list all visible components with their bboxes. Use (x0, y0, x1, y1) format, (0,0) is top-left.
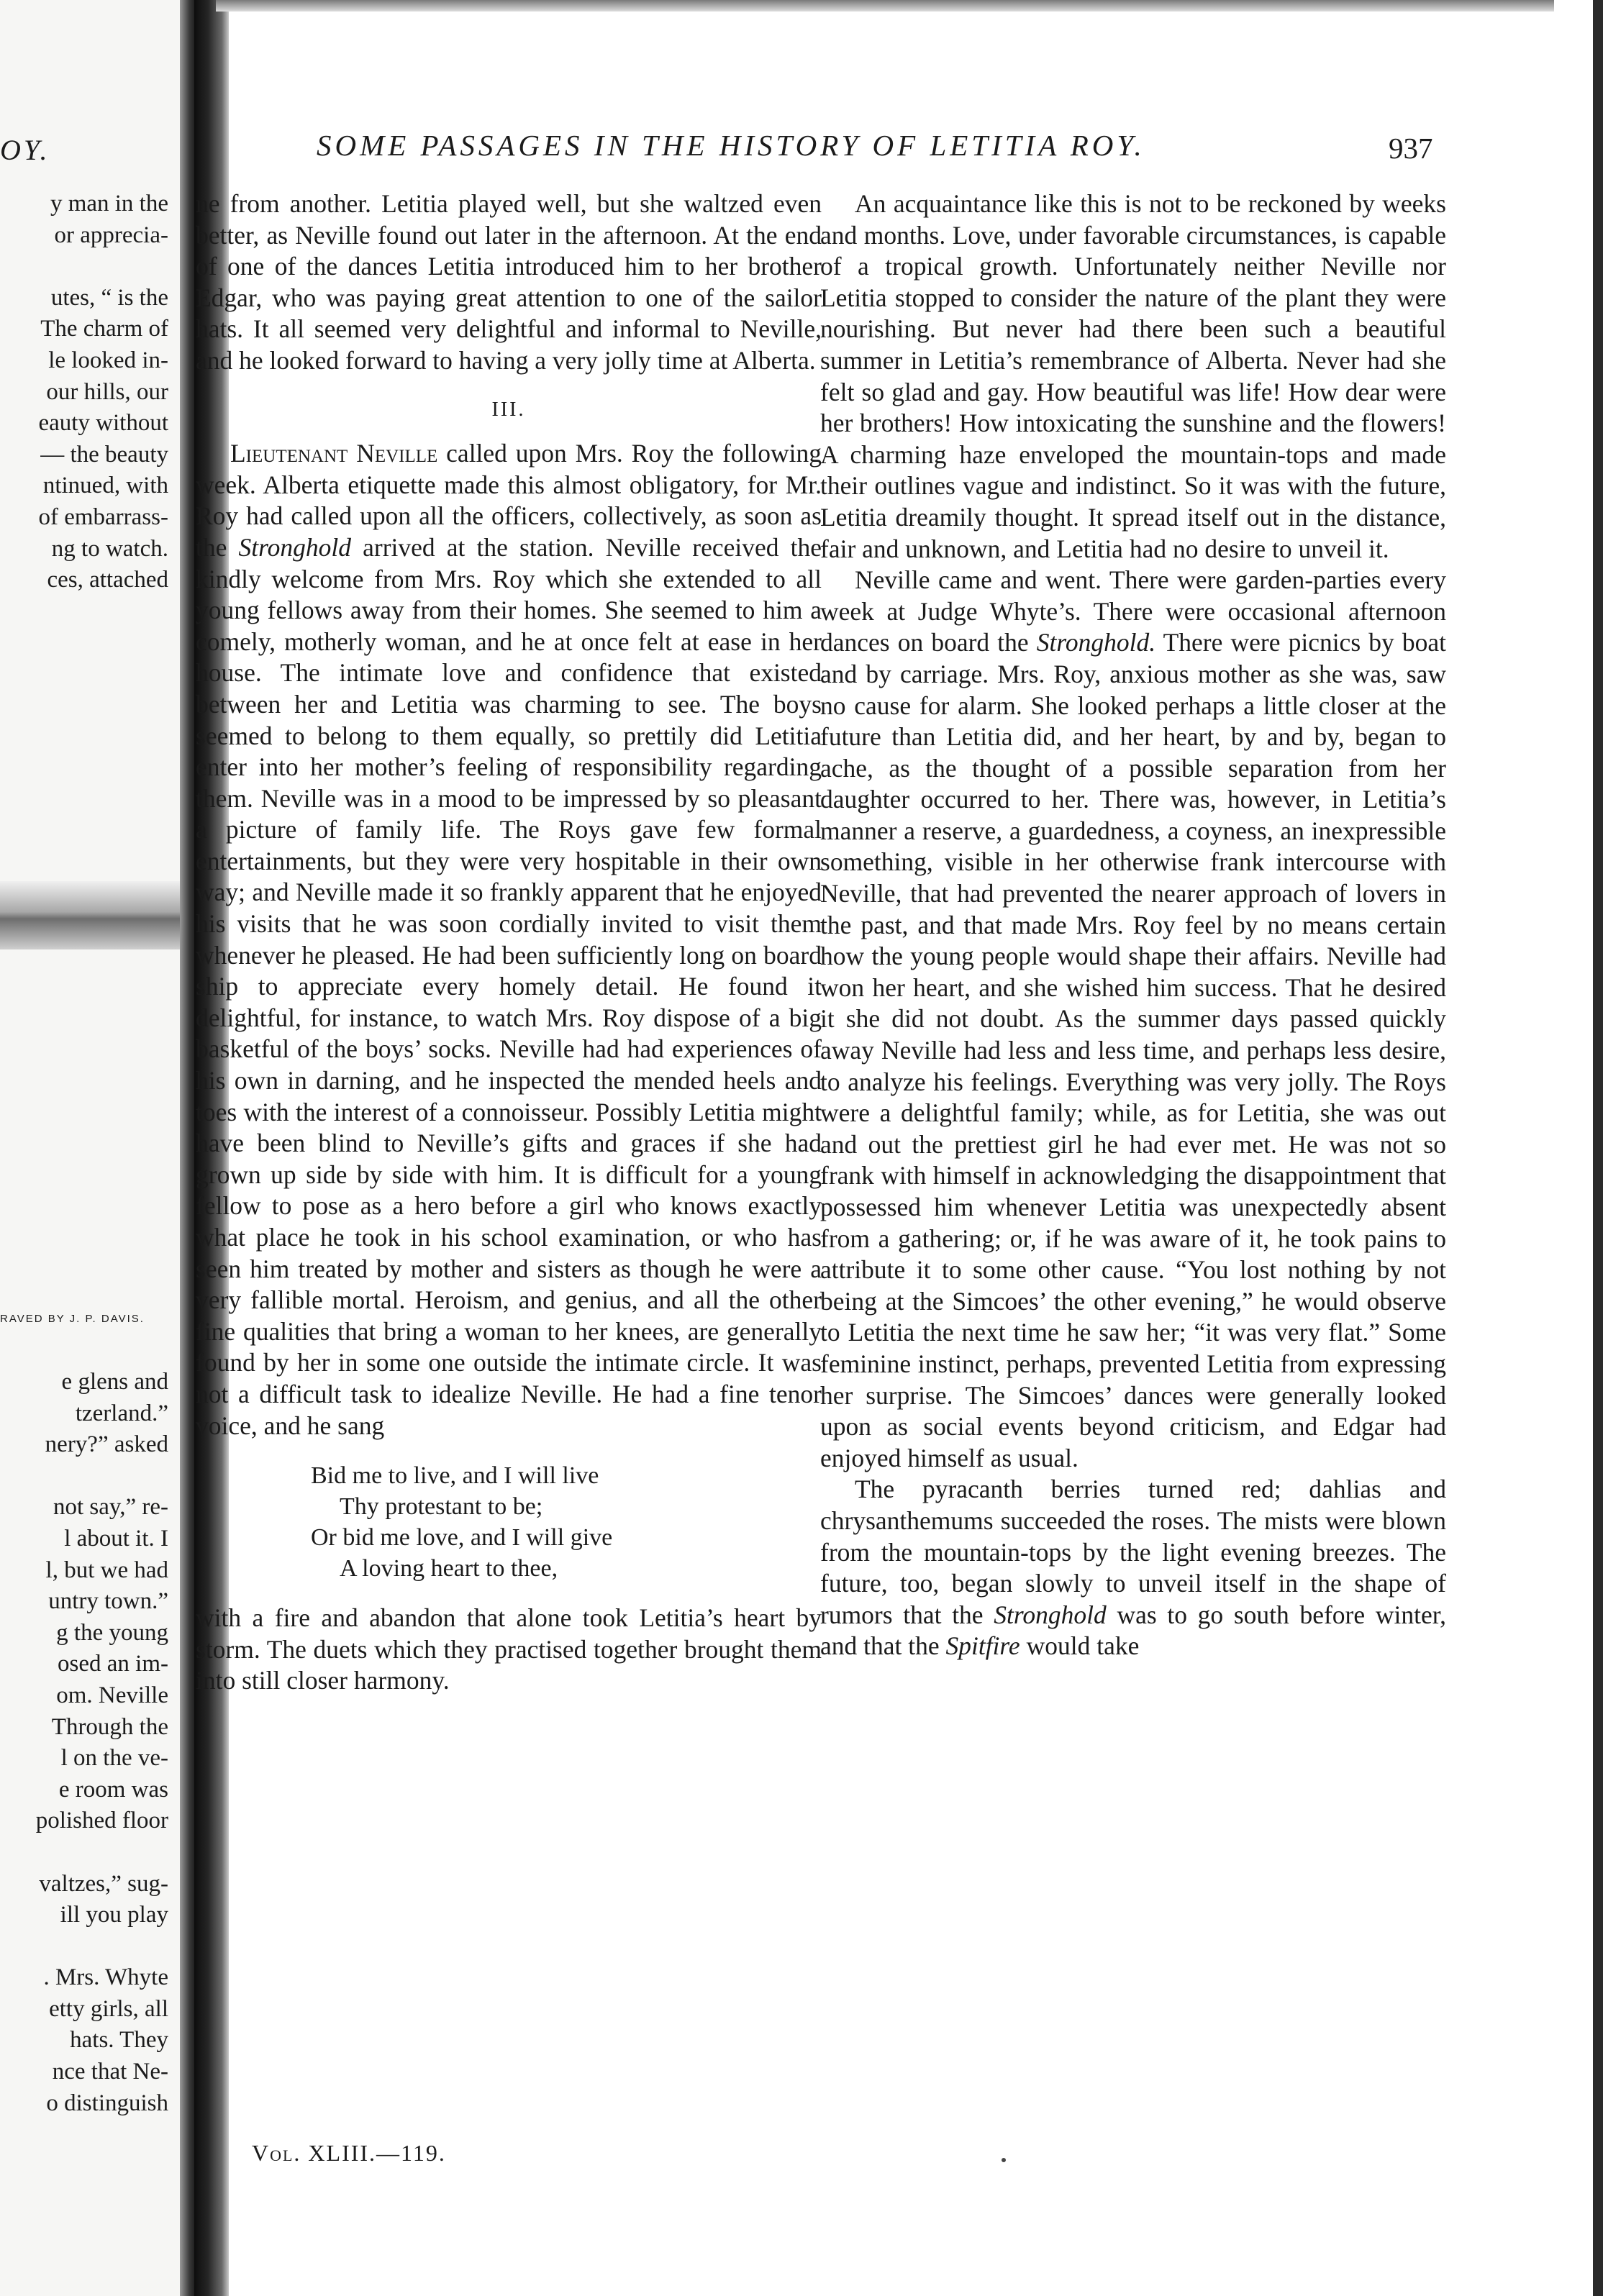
facing-page-fragment (0, 0, 189, 2296)
facing-page-line: hats. They (70, 2027, 168, 2054)
facing-page-line: polished floor (35, 1808, 168, 1834)
facing-page-line: ill you play (60, 1902, 168, 1928)
facing-page-text-lower (0, 1367, 168, 2119)
text-column-left (196, 188, 822, 1697)
facing-page-line: l on the ve- (60, 1745, 168, 1772)
ship-name: Stronghold (994, 1600, 1107, 1629)
facing-page-line: The charm of (40, 316, 168, 342)
facing-page-line: or appreciа- (54, 222, 168, 248)
page-number: 937 (1389, 132, 1433, 165)
facing-page-line: Through the (51, 1713, 168, 1740)
facing-page-line: l about it. I (64, 1525, 168, 1552)
verse-line: Bid me to live, and I will live (311, 1462, 599, 1490)
facing-page-line: valtzes,” sug- (39, 1870, 168, 1897)
running-head: SOME PASSAGES IN THE HISTORY OF LETITIA ROY. (317, 129, 1145, 162)
facing-page-line (0, 1931, 168, 1963)
facing-page-line: etty girls, all (49, 1995, 168, 2022)
facing-page-text-upper (0, 188, 168, 596)
facing-page-line (0, 1837, 168, 1869)
engraver-credit: RAVED BY J. P. DAVIS. (0, 1313, 145, 1325)
facing-page-line: nce that Ne- (52, 2059, 168, 2085)
facing-page-line: g the young (56, 1619, 168, 1646)
facing-page-line: tzerland.” (75, 1400, 168, 1426)
facing-page-line: eauty without (38, 410, 168, 437)
text-column-right (820, 188, 1446, 1662)
verse-line: Or bid me love, and I will give (311, 1524, 613, 1552)
ship-name: Spitfire (945, 1631, 1020, 1661)
facing-page-line: e room was (58, 1776, 168, 1803)
facing-page-line: untry town.” (48, 1588, 168, 1615)
verse-line: Thy protestant to be; (340, 1493, 543, 1521)
page-top-edge (216, 0, 1554, 12)
facing-page-line: y man in the (50, 191, 168, 217)
paragraph: The pyracanth berries turned red; dahlias and chrysanthemums succeeded the roses. The mists were blown from the mountain-tops by the light evening breezes. The future, too, began slowly to unveil itself in the shape of rumors that the Stronghold was to go south before winter, and that the Spitfire would take (820, 1475, 1446, 1661)
facing-page-line: ntinued, with (42, 473, 168, 499)
facing-page-line: of embarrass- (38, 504, 168, 530)
facing-page-running-head: OY. (0, 134, 50, 166)
paragraph: with a fire and abandon that alone took Letitia’s heart by storm. The duets which they practised together brought them into still closer harmony. (196, 1603, 822, 1695)
facing-page-line: e glens and (61, 1369, 168, 1395)
facing-page-line: our hills, our (46, 378, 168, 405)
facing-page-line: — the beauty (40, 441, 168, 468)
print-speck (1002, 2158, 1006, 2162)
facing-page-line: osed an im- (58, 1651, 168, 1677)
facing-page-illustration-edge (0, 881, 181, 949)
facing-page-line (0, 1461, 168, 1493)
scan-right-border (1593, 0, 1603, 2296)
verse-line: A loving heart to thee, (340, 1555, 558, 1582)
verse-quotation (311, 1460, 822, 1584)
paragraph: Lieutenant Neville called upon Mrs. Roy the following week. Alberta etiquette made this almost obligatory, for Mr. Roy had called upon all the officers, collectively, as soon as the Stronghold arrived at the station. Neville received the kindly welcome from Mrs. Roy which she extended to all young fellows away from their homes. She seemed to him a comely, motherly woman, and he at once felt at ease in her house. The intimate love and confidence that existed between her and Letitia was charming to see. The boys seemed to belong to them equally, so prettily did Letitia enter into her mother’s feeling of responsibility regarding them. Neville was in a mood to be impressed by so pleasant a picture of family life. The Roys gave few formal entertainments, but they were very hospitable in their own way; and Neville made it so frankly apparent that he enjoyed his visits that he was soon cordially invited to visit them whenever he pleased. He had been sufficiently long on board ship to appreciate every homely detail. He found it delightful, for instance, to watch Mrs. Roy dispose of a big basketful of the boys’ socks. Neville had had experiences of his own in darning, and he inspected the mended heels and toes with the interest of a connoisseur. Possibly Letitia might have been blind to Neville’s gifts and graces if she had grown up side by side with him. It is difficult for a young fellow to pose as a hero before a girl who knows exactly what place he took in his school examination, or who has seen him treated by mother and sisters as though he were a very fallible mortal. Heroism, and genius, and all the other fine qualities that bring a woman to her knees, are generally found by her in some one outside the intimate circle. It was not a difficult task to idealize Neville. He had a fine tenor voice, and he sang (196, 439, 822, 1440)
facing-page-line: le looked in- (48, 347, 168, 373)
facing-page-line: ng to watch. (51, 535, 168, 562)
facing-page-line: nery?” asked (45, 1431, 168, 1458)
paragraph: An acquaintance like this is not to be reckoned by weeks and months. Love, under favorable circumstances, is capable of a tropical growth. Unfortunately neither Neville nor Letitia stopped to consider the nature of the plant they were nourishing. But never had there been such a beautiful summer in Letitia’s remembrance of Alberta. Never had she felt so glad and gay. How beautiful was life! How dear were her brothers! How intoxicating the sunshine and the flowers! A charming haze enveloped the mountain-tops and made their outlines vague and indistinct. So it was with the future, Letitia dreamily thought. It spread itself out in the distance, fair and unknown, and Letitia had no desire to unveil it. (820, 189, 1446, 563)
facing-page-line: ces, attached (47, 567, 168, 593)
facing-page-line: utes, “ is the (50, 284, 168, 311)
ship-name: Stronghold. (1036, 628, 1156, 657)
ship-name: Stronghold (238, 532, 351, 562)
facing-page-line (0, 251, 168, 283)
page-shadow (180, 0, 196, 2296)
facing-page-line: o distinguish (46, 2090, 168, 2116)
facing-page-line: not say,” re- (53, 1494, 168, 1521)
facing-page-line: l, but we had (45, 1557, 168, 1583)
paragraph: ne from another. Letitia played well, but she waltzed even better, as Neville found out later in the afternoon. At the end of one of the dances Letitia introduced him to her brother Edgar, who was paying great attention to one of the sailor hats. It all seemed very delightful and informal to Neville, and he looked forward to having a very jolly time at Alberta. (196, 189, 822, 375)
section-number: III. (491, 398, 526, 421)
paragraph: Neville came and went. There were garden-parties every week at Judge Whyte’s. There were occasional afternoon dances on board the Stronghold. There were picnics by boat and by carriage. Mrs. Roy, anxious mother as she was, saw no cause for alarm. She looked perhaps a little closer at the future than Letitia did, and her heart, by and by, began to ache, as the thought of a possible separation from her daughter occurred to her. There was, however, in Letitia’s manner a reserve, a guardedness, a coyness, an inexpressible something, visible in her otherwise frank intercourse with Neville, that had prevented the nearer approach of lovers in the past, and that made Mrs. Roy feel by no means certain how the young people would shape their affairs. Neville had won her heart, and she wished him success. That he desired it she did not doubt. As the summer days passed quickly away Neville had less and less time, and perhaps less desire, to analyze his feelings. Everything was very jolly. The Roys were a delightful family; while, as for Letitia, she was out and out the prettiest girl he had ever met. He was not so frank with himself in acknowledging the disappointment that possessed him whenever Letitia was unexpectedly absent from a gathering; or, if he was aware of it, he took pains to attribute it to some other cause. “You lost nothing by not being at the Simcoes’ the other evening,” he would observe to Letitia the next time he saw her; “it was very flat.” Some feminine instinct, perhaps, prevented Letitia from expressing her surprise. The Simcoes’ dances were generally looked upon as social events beyond criticism, and Edgar had enjoyed himself as usual. (820, 565, 1446, 1472)
volume-signature: Vol. XLIII.—119. (252, 2140, 446, 2166)
facing-page-line: om. Neville (56, 1682, 168, 1708)
facing-page-line: . Mrs. Whyte (43, 1964, 168, 1991)
lead-in-small-caps: Lieutenant Neville (230, 439, 438, 468)
